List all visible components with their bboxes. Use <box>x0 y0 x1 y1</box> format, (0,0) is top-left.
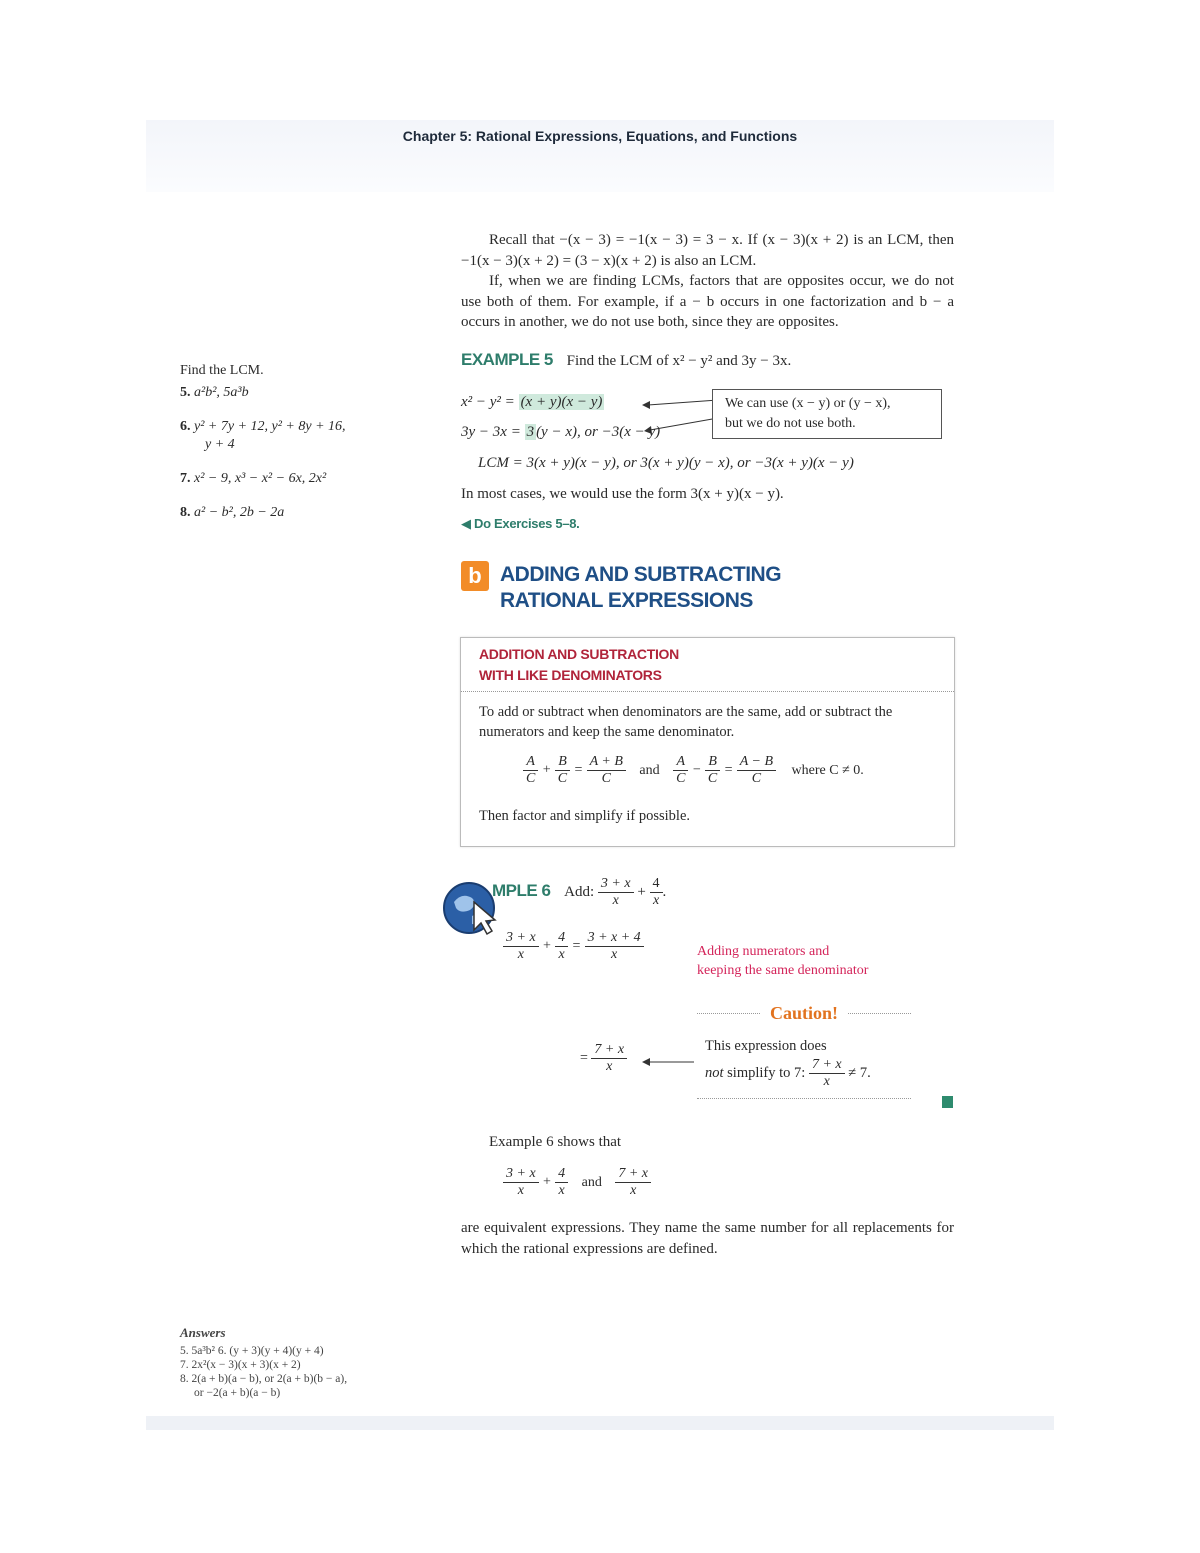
annotation-line: Adding numerators and <box>697 944 830 959</box>
section-title <box>500 562 781 614</box>
answer-line: 5. 5a³b² 6. (y + 3)(y + 4)(y + 4) <box>180 1345 324 1357</box>
highlighted-factor: (x + y)(x − y) <box>520 394 603 410</box>
example-5-note: In most cases, we would use the form 3(x + y)(x − y). <box>461 486 784 502</box>
denominator: C <box>601 771 611 786</box>
do-exercises-label: Do Exercises 5–8. <box>474 516 580 531</box>
denominator: x <box>612 893 619 908</box>
fraction <box>503 1166 539 1199</box>
section-badge: b <box>461 561 489 591</box>
do-exercises-link[interactable] <box>461 516 580 532</box>
fraction <box>555 930 568 963</box>
and-word: and <box>581 1174 602 1190</box>
numerator: 4 <box>555 1166 568 1183</box>
section-title-line: ADDING AND SUBTRACTING <box>500 563 782 586</box>
example-5-lcm: LCM = 3(x + y)(x − y), or 3(x + y)(y − x), or −3(x + y)(x − y) <box>478 455 854 471</box>
fraction <box>598 876 634 909</box>
callout-line: but we do not use both. <box>725 416 856 431</box>
chapter-title: Chapter 5: Rational Expressions, Equations, and Functions <box>402 128 798 144</box>
annotation-line: keeping the same denominator <box>697 963 869 978</box>
caution-text-part: ≠ 7. <box>848 1064 871 1081</box>
denominator: C <box>751 771 762 786</box>
equivalent-expressions <box>503 1166 651 1199</box>
denominator: C <box>676 771 686 786</box>
end-square-icon <box>942 1096 953 1108</box>
example-6-label: MPLE 6 <box>492 880 551 900</box>
exercise-item-continued <box>180 436 410 454</box>
denominator: x <box>823 1074 830 1089</box>
caution-text <box>705 1057 911 1090</box>
example-6-step-2 <box>580 1042 627 1075</box>
condition: where C ≠ 0. <box>791 762 864 778</box>
denominator: C <box>526 771 536 786</box>
denominator: x <box>652 893 660 908</box>
fraction <box>555 754 570 787</box>
equation-rest: (y − x), or −3(x − y) <box>536 424 661 440</box>
numerator: A <box>523 754 538 771</box>
answer-line: 8. 2(a + b)(a − b), or 2(a + b)(b − a), <box>180 1373 348 1385</box>
denominator: x <box>606 1059 613 1074</box>
numerator: B <box>555 754 570 771</box>
numerator: 3 + x + 4 <box>585 930 644 947</box>
denominator: x <box>630 1183 637 1198</box>
numerator: 3 + x <box>503 930 539 947</box>
divider <box>697 1098 911 1099</box>
operator: = <box>571 938 582 954</box>
exercise-item <box>180 470 410 488</box>
operator: + <box>541 762 552 778</box>
example-5-prompt: Find the LCM of x² − y² and 3y − 3x. <box>566 353 792 369</box>
exercise-number: 6. <box>180 419 191 434</box>
fraction <box>737 754 776 787</box>
margin-exercises <box>180 362 410 522</box>
denominator: x <box>517 947 524 962</box>
exercise-text: a² − b², 2b − 2a <box>194 505 285 520</box>
fraction <box>587 754 626 787</box>
denominator: x <box>611 947 618 962</box>
fraction <box>673 754 688 787</box>
example-5-line-1 <box>461 394 604 411</box>
denominator: x <box>517 1183 524 1198</box>
denominator: C <box>707 771 718 786</box>
exercise-text: a²b², 5a³b <box>194 385 249 400</box>
caution-header <box>697 1003 911 1024</box>
denominator: x <box>558 1183 565 1198</box>
numerator: 7 + x <box>809 1057 845 1074</box>
callout-line: We can use (x − y) or (y − x), <box>725 396 891 411</box>
numerator: 7 + x <box>615 1166 651 1183</box>
denominator: x <box>558 947 565 962</box>
exercise-text: x² − 9, x³ − x² − 6x, 2x² <box>194 471 327 486</box>
fraction <box>585 930 644 963</box>
fraction <box>555 1166 568 1199</box>
equation-lhs: x² − y² = <box>461 394 515 410</box>
exercise-text: y² + 7y + 12, y² + 8y + 16, <box>194 419 346 434</box>
intro-text <box>461 230 954 333</box>
equation-lhs: 3y − 3x = <box>461 424 521 440</box>
highlighted-factor: 3 <box>526 424 535 440</box>
fraction <box>615 1166 651 1199</box>
exercise-number: 7. <box>180 471 191 486</box>
operator: + <box>542 938 552 954</box>
denominator: C <box>557 771 568 786</box>
operator: = <box>573 762 584 778</box>
arrow-left-icon <box>640 1056 696 1068</box>
caution-emphasis: not <box>705 1064 724 1081</box>
margin-heading: Find the LCM. <box>180 363 264 378</box>
numerator: A <box>673 754 688 771</box>
answer-line: 7. 2x²(x − 3)(x + 3)(x + 2) <box>180 1359 301 1371</box>
intro-paragraph-1: Recall that −(x − 3) = −1(x − 3) = 3 − x. If (x − 3)(x + 2) is an LCM, then −1(x − 3)(x + 2) = (3 − x)(x + 2) is also an LCM. <box>461 232 954 269</box>
numerator: 4 <box>555 930 568 947</box>
exercise-text: y + 4 <box>205 437 235 452</box>
caution-text-part: simplify to 7: <box>727 1064 806 1081</box>
operator: + <box>542 1174 552 1190</box>
answers-heading: Answers <box>180 1325 226 1340</box>
rule-title <box>479 644 679 686</box>
rule-body: To add or subtract when denominators are the same, add or subtract the numerators and keep the same denominator. <box>479 704 893 740</box>
conclusion-text: are equivalent expressions. They name the same number for all replacements for which the rational expressions are defined. <box>461 1220 954 1257</box>
exercise-number: 5. <box>180 385 191 400</box>
triangle-left-icon: ◀ <box>461 516 471 531</box>
shows-that-text: Example 6 shows that <box>489 1134 622 1150</box>
fraction <box>809 1057 845 1090</box>
example-5-callout <box>712 389 942 439</box>
exercise-item <box>180 384 410 402</box>
caution-text: This expression does <box>705 1038 827 1054</box>
rule-box <box>460 637 955 847</box>
exercise-item <box>180 418 410 436</box>
answers-block <box>180 1326 440 1400</box>
numerator: 4 <box>650 876 663 893</box>
example-5-line-2 <box>461 424 660 441</box>
exercise-item <box>180 504 410 522</box>
answer-line: or −2(a + b)(a − b) <box>194 1387 281 1399</box>
section-title-line: RATIONAL EXPRESSIONS <box>500 589 753 612</box>
operator: − <box>691 762 702 778</box>
example-6-heading: MPLE 6 Add: $\frac{3 + x}{x}$ + $\frac{4}{x}$ . <box>492 876 667 908</box>
divider <box>697 1013 760 1014</box>
operator: = <box>580 1050 588 1066</box>
fraction <box>523 754 538 787</box>
and-word: and <box>639 762 660 778</box>
numerator: 3 + x <box>503 1166 539 1183</box>
exercise-number: 8. <box>180 505 191 520</box>
example-6-prompt: Add: <box>564 883 595 900</box>
fraction <box>650 876 663 909</box>
fraction <box>705 754 720 787</box>
example-6-step-1 <box>503 930 644 963</box>
intro-paragraph-2: If, when we are finding LCMs, factors that are opposites occur, we do not use both of them. For example, if a − b occurs in one factorization and b − a occurs in another, we do not use both, since they are opposites. <box>461 273 954 330</box>
page-footer-band <box>146 1416 1054 1430</box>
rule-title-line: ADDITION AND SUBTRACTION <box>479 646 679 662</box>
rule-footer: Then factor and simplify if possible. <box>479 808 691 824</box>
caution-box <box>697 1003 911 1099</box>
caution-title: Caution! <box>770 1003 839 1023</box>
rule-formula <box>523 754 864 787</box>
operator: + <box>637 883 646 900</box>
fraction <box>591 1042 627 1075</box>
rule-title-line: WITH LIKE DENOMINATORS <box>479 667 662 683</box>
divider <box>461 691 954 692</box>
numerator: 7 + x <box>591 1042 627 1059</box>
numerator: A − B <box>737 754 776 771</box>
operator: = <box>723 762 734 778</box>
fraction <box>503 930 539 963</box>
numerator: A + B <box>587 754 626 771</box>
numerator: 3 + x <box>598 876 634 893</box>
example-5-heading <box>461 350 956 370</box>
divider <box>848 1013 911 1014</box>
numerator: B <box>705 754 720 771</box>
example-5-label: EXAMPLE 5 <box>461 350 553 369</box>
example-6-annotation <box>697 942 868 980</box>
